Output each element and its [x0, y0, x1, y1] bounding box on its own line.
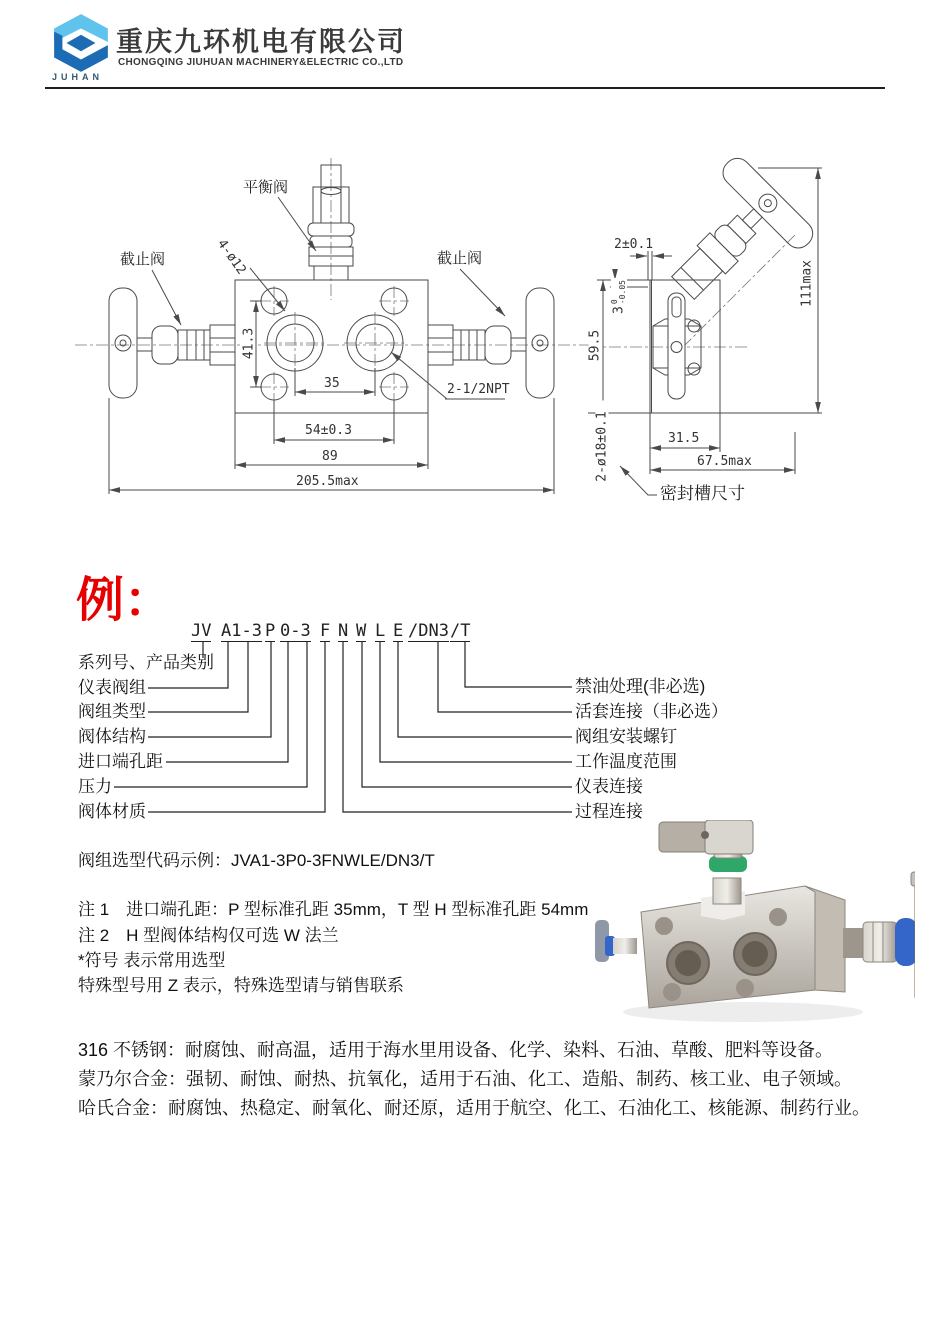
- dim-89: 89: [322, 449, 338, 464]
- tree-label-material: 阀体材质: [78, 802, 146, 821]
- dim-59-5: 59.5: [589, 316, 602, 376]
- tree-label-structure: 阀体结构: [78, 727, 146, 746]
- code-segment: N: [338, 621, 349, 641]
- balance-valve-label: 平衡阀: [243, 179, 289, 196]
- dim-31-5: 31.5: [668, 431, 700, 446]
- shutoff-valve-left: [109, 288, 235, 398]
- header-divider: [45, 87, 885, 89]
- company-logo-icon: [50, 14, 112, 72]
- company-name-en: CHONGQING JIUHUAN MACHINERY&ELECTRIC CO.,LTD: [118, 57, 404, 68]
- balance-valve: [308, 165, 354, 280]
- dim-67-5max: 67.5max: [697, 454, 752, 469]
- code-segment: JV: [191, 621, 212, 641]
- photo-top-valve: [659, 820, 753, 904]
- shutoff-valve-left-label: 截止阀: [120, 251, 166, 268]
- side-needle-valve: [643, 153, 818, 328]
- product-photo: [593, 820, 915, 1028]
- dim-111max: 111max: [801, 249, 814, 319]
- tree-label-temperature: 工作温度范围: [575, 752, 677, 771]
- tol-upper: 0: [609, 299, 619, 305]
- tree-label-series: 系列号、产品类别: [78, 653, 214, 672]
- note-1: 注 1 进口端孔距：P 型标准孔距 35mm，T 型 H 型标准孔距 54mm: [78, 900, 589, 919]
- side-view-dimensions: [588, 168, 822, 495]
- code-segment: W: [356, 621, 367, 641]
- dim-35: 35: [324, 376, 340, 391]
- code-segment: A1-3: [221, 621, 262, 641]
- tree-label-port-distance: 进口端孔距: [78, 752, 163, 771]
- front-view: [75, 158, 590, 494]
- note-3: *符号 表示常用选型: [78, 951, 226, 970]
- materials-paragraphs: [78, 1036, 870, 1123]
- material-316: 316 不锈钢：耐腐蚀、耐高温，适用于海水里用设备、化学、染料、石油、草酸、肥料等设备。: [78, 1040, 834, 1060]
- note-code-example: 阀组选型代码示例：JVA1-3P0-3FNWLE/DN3/T: [78, 851, 435, 870]
- tree-label-manifold: 仪表阀组: [78, 678, 146, 697]
- code-segment: 0-3: [280, 621, 311, 641]
- side-body: [648, 250, 720, 413]
- code-segment: E: [393, 621, 404, 641]
- example-prefix: 例：: [76, 572, 173, 628]
- shutoff-valve-right-label: 截止阀: [437, 250, 483, 267]
- tree-label-instrument-conn: 仪表连接: [575, 777, 643, 796]
- manifold-body: [235, 280, 428, 413]
- tol-base: 3: [611, 306, 627, 314]
- tree-label-process-conn: 过程连接: [575, 802, 643, 821]
- material-hastelloy: 哈氏合金：耐腐蚀、热稳定、耐氧化、耐还原，适用于航空、化工、石油化工、核能源、制药行业。: [78, 1098, 870, 1118]
- tree-label-union: 活套连接（非必选）: [575, 702, 728, 721]
- dim-seal-holes: 2-ø18±0.1: [596, 401, 609, 493]
- dim-groove-tolerance: [611, 278, 627, 316]
- company-name-cn: 重庆九环机电有限公司: [116, 27, 406, 57]
- thread-callout: 2-1/2NPT: [447, 382, 510, 397]
- code-segment: /DN3: [408, 621, 449, 641]
- centerlines: [75, 158, 590, 402]
- tree-label-screws: 阀组安装螺钉: [575, 727, 677, 746]
- code-segment: F: [320, 621, 331, 641]
- side-view: [588, 153, 822, 495]
- photo-right-valve: [843, 872, 915, 1002]
- code-segment: /T: [450, 621, 471, 641]
- tree-label-oil-free: 禁油处理(非必选): [575, 677, 706, 696]
- tree-label-pressure: 压力: [78, 777, 112, 796]
- note-2: 注 2 H 型阀体结构仅可选 W 法兰: [78, 926, 339, 945]
- material-monel: 蒙乃尔合金：强韧、耐蚀、耐热、抗氧化，适用于石油、化工、造船、制药、核工业、电子领域。: [78, 1069, 852, 1089]
- dim-41-3: 41.3: [243, 318, 256, 370]
- code-segment: L: [375, 621, 386, 641]
- seal-groove-label: 密封槽尺寸: [660, 484, 745, 503]
- code-segment: P: [265, 621, 276, 641]
- note-4: 特殊型号用 Z 表示，特殊选型请与销售联系: [78, 976, 404, 995]
- tol-lower: -0.05: [617, 280, 627, 305]
- dim-groove-width: 2±0.1: [614, 237, 654, 252]
- dim-205-5: 205.5max: [296, 474, 359, 489]
- logo-text: JUHAN: [52, 72, 104, 82]
- dim-54: 54±0.3: [305, 423, 352, 438]
- tree-label-type: 阀组类型: [78, 702, 146, 721]
- holes-callout: 4-ø12: [214, 236, 249, 278]
